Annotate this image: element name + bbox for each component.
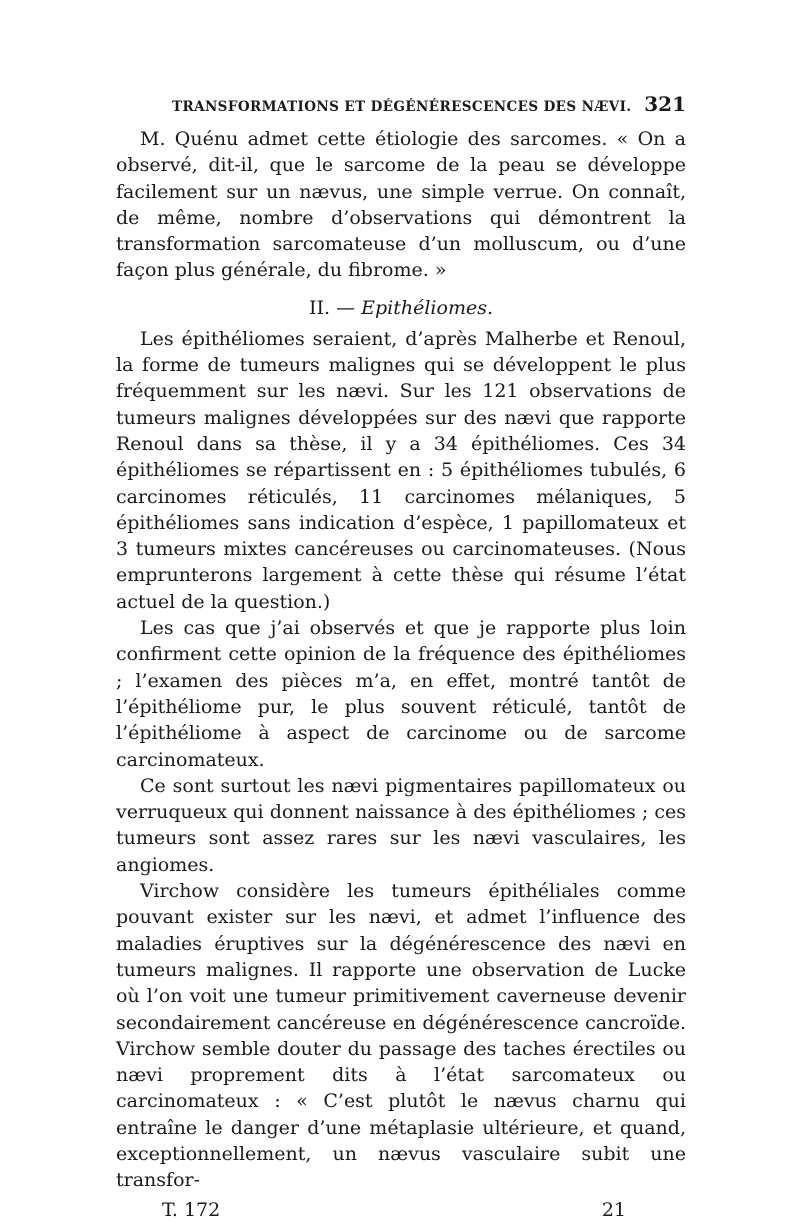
section-heading [116,296,686,320]
book-page [116,92,686,1222]
section-title: Epithéliomes. [361,296,493,319]
footer-signature: 21 [601,1198,626,1221]
running-head-title: TRANSFORMATIONS ET DÉGÉNÉRESCENCES DES NÆVI. [172,99,632,115]
paragraph-quenu: M. Quénu admet cette étiologie des sarcomes. « On a observé, dit-il, que le sarcome de la peau se développe facilement sur un nævus, une simple verrue. On connaît, de même, nombre d’observations qui démontrent la transformation sarcomateuse d’un molluscum, ou d’une façon plus générale, du fibrome. » [116,128,686,282]
paragraph-pigmentary-naevi: Ce sont surtout les nævi pigmentaires papillomateux ou verruqueux qui donnent naissance à des épithéliomes ; ces tumeurs sont assez rares sur les nævi vasculaires, les angiomes. [116,774,686,876]
paragraph-epitheliomes-frequency: Les épithéliomes seraient, d’après Malherbe et Renoul, la forme de tumeurs malignes qui se développent le plus fréquemment sur les nævi. Sur les 121 observations de tumeurs malignes développées sur des nævi que rapporte Renoul dans sa thèse, il y a 34 épithéliomes. Ces 34 épithéliomes se répartissent en : 5 épithéliomes tubulés, 6 carcinomes réticulés, 11 carcinomes mélaniques, 5 épithéliomes sans indication d’espèce, 1 papillomateux et 3 tumeurs mixtes cancéreuses ou carcinomateuses. (Nous emprunterons largement à cette thèse qui résume l’état actuel de la question.) [116,327,686,613]
section-number: II. — [308,296,356,319]
paragraph-observed-cases: Les cas que j’ai observés et que je rapporte plus loin confirment cette opinion de la fréquence des épithéliomes ; l’examen des pièces m’a, en effet, montré tantôt de l’épithéliome pur, le plus souvent réticulé, tantôt de l’épithéliome à aspect de carcinome ou de sarcome carcinomateux. [116,617,686,771]
running-head [116,92,686,126]
paragraph-virchow: Virchow considère les tumeurs épithéliales comme pouvant exister sur les nævi, et admet l’influence des maladies éruptives sur la dégénérescence des nævi en tumeurs malignes. Il rapporte une observation de Lucke où l’on voit une tumeur primitivement caverneuse devenir secondairement cancéreuse en dégénérescence cancroïde. Virchow semble douter du passage des taches érectiles ou nævi proprement dits à l’état sarcomateux ou carcinomateux : « C’est plutôt le nævus charnu qui entraîne le danger d’une métaplasie ultérieure, et quand, exceptionnellement, un nævus vasculaire subit une transfor- [116,880,686,1192]
page-footer [116,1198,686,1222]
page-number: 321 [644,92,686,116]
footer-volume: T. 172 [162,1198,221,1221]
